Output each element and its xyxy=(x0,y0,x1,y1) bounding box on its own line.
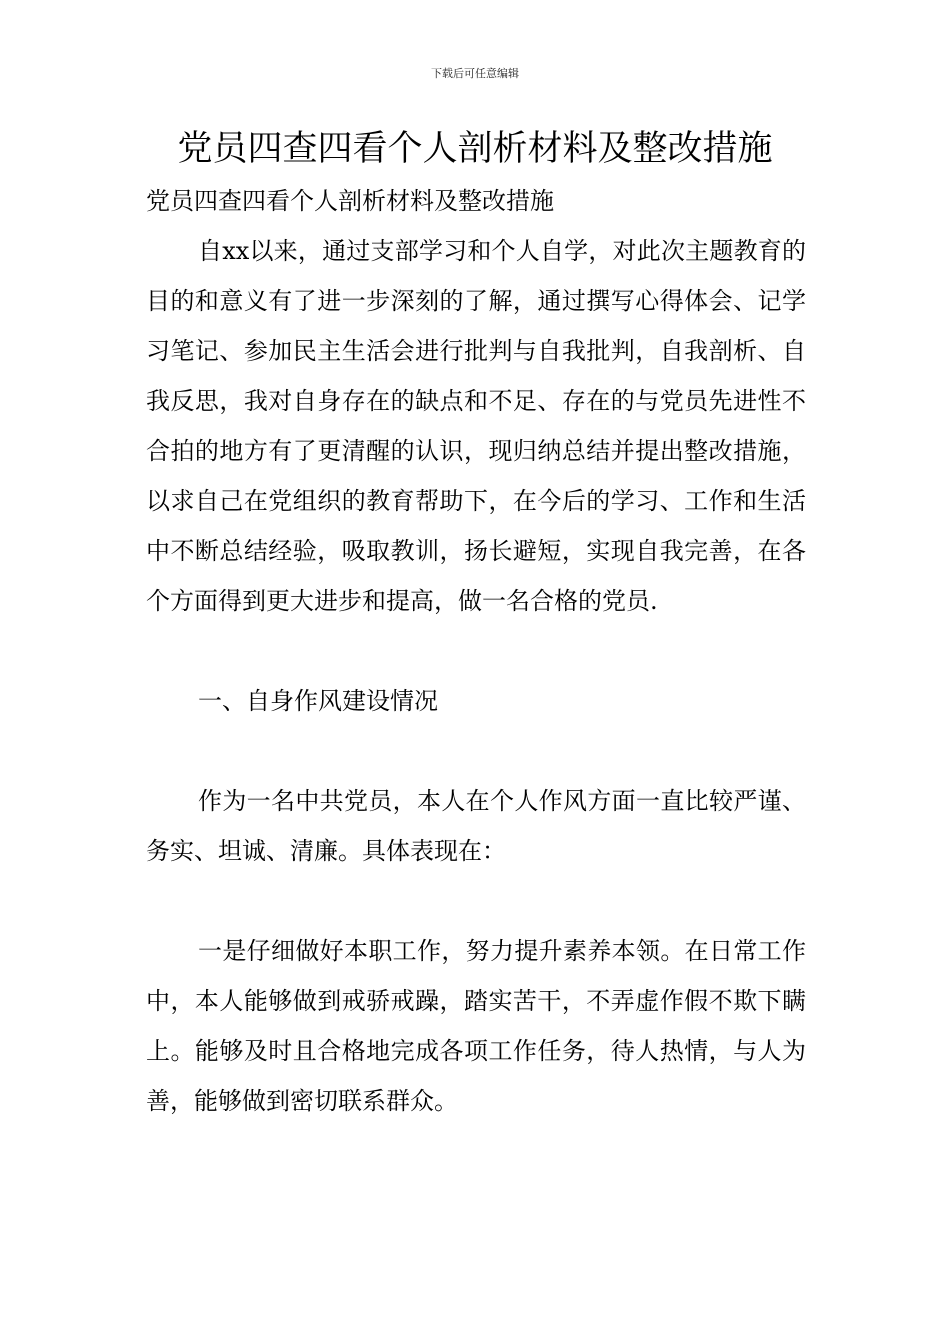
paragraph-gap xyxy=(146,626,806,676)
document-body xyxy=(146,176,806,1126)
document-subtitle: 党员四查四看个人剖析材料及整改措施 xyxy=(146,187,554,215)
style-paragraph: 作为一名中共党员，本人在个人作风方面一直比较严谨、务实、坦诚、清廉。具体表现在： xyxy=(146,787,806,865)
first-point-paragraph: 一是仔细做好本职工作，努力提升素养本领。在日常工作中，本人能够做到戒骄戒躁，踏实苦干，不弄虚作假不欺下瞒上。能够及时且合格地完成各项工作任务，待人热情，与人为善，能够做到密切联系群众。 xyxy=(146,937,806,1115)
document-title: 党员四查四看个人剖析材料及整改措施 xyxy=(177,129,773,169)
paragraph-gap xyxy=(146,726,806,776)
paragraph-gap xyxy=(146,876,806,926)
intro-paragraph: 自xx以来，通过支部学习和个人自学，对此次主题教育的目的和意义有了进一步深刻的了解，通过撰写心得体会、记学习笔记、参加民主生活会进行批判与自我批判，自我剖析、自我反思，我对自身存在的缺点和不足、存在的与党员先进性不合拍的地方有了更清醒的认识，现归纳总结并提出整改措施，以求自己在党组织的教育帮助下，在今后的学习、工作和生活中不断总结经验，吸取教训，扬长避短，实现自我完善，在各个方面得到更大进步和提高，做一名合格的党员. xyxy=(146,237,806,615)
section-heading: 一、自身作风建设情况 xyxy=(198,687,438,715)
header-note: 下载后可任意编辑 xyxy=(431,67,519,80)
